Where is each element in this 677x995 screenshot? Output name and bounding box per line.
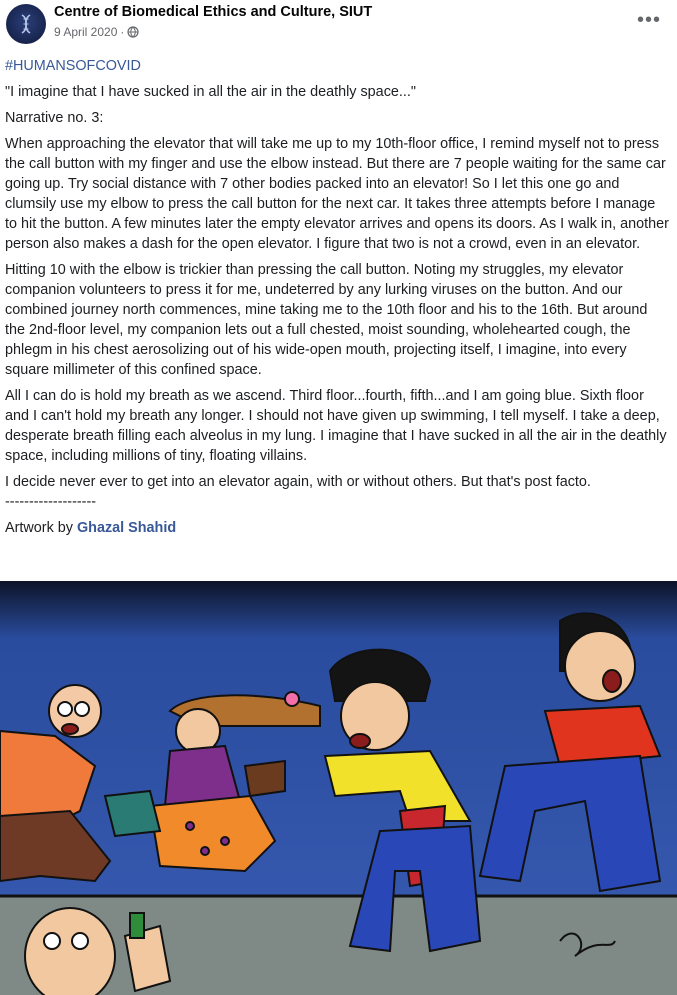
narrative-label: Narrative no. 3: — [5, 110, 104, 126]
hashtag-link[interactable]: #HUMANSOFCOVID — [5, 58, 141, 74]
post-meta — [54, 25, 139, 39]
dna-logo-icon — [14, 12, 38, 36]
post-quote: "I imagine that I have sucked in all the air in the deathly space..." — [5, 84, 416, 100]
page-avatar[interactable] — [6, 4, 46, 44]
artwork-credit — [5, 518, 669, 538]
paragraph-2: Hitting 10 with the elbow is trickier than pressing the call button. Noting my struggles, my elevator companion volunteers to press it for me, undeterred by any lurking viruses on the button. And our combined journey north commences, mine taking me to the 10th floor and his to the 16th. But around the 2nd-floor level, my companion lets out a full chested, moist sounding, wholehearted cough, the phlegm in his chest aerosolizing out of his wide-open mouth, projecting itself, I imagine, into every square millimeter of this confined space. — [5, 262, 648, 378]
artwork-credit-prefix: Artwork by — [5, 520, 73, 536]
globe-icon[interactable] — [127, 26, 139, 38]
page-name-link[interactable]: Centre of Biomedical Ethics and Culture, SIUT — [54, 4, 373, 20]
paragraph-1: When approaching the elevator that will take me up to my 10th-floor office, I remind myself not to press the call button with my finger and use the elbow instead. But there are 7 people waiting for the same car going up. Try social distance with 7 other bodies packed into an elevator! So I let this one go and clumsily use my elbow to press the call button for the next car. It takes three attempts before I manage to hit the button. A few minutes later the empty elevator arrives and opens its doors. As I walk in, another person also makes a dash for the open elevator. I figure that two is not a crowd, even in an elevator. — [5, 136, 669, 252]
more-options-icon[interactable]: ••• — [636, 9, 661, 31]
post-body — [0, 56, 677, 538]
post-date[interactable]: 9 April 2020 — [54, 25, 118, 39]
paragraph-3: All I can do is hold my breath as we ascend. Third floor...fourth, fifth...and I am going blue. Sixth floor and I can't hold my breath any longer. I should not have given up swimming, I tell myself. I take a deep, desperate breath filling each alveolus in my lung. I imagine that I have sucked in all the air in the deathly space, including millions of tiny, floating villains. — [5, 388, 667, 464]
meta-separator: · — [120, 25, 125, 39]
post-header — [0, 0, 677, 56]
dashes-divider: ------------------- — [5, 494, 97, 510]
cartoon-artwork-image[interactable] — [0, 581, 677, 995]
paragraph-4: I decide never ever to get into an elevator again, with or without others. But that's post facto. — [5, 474, 591, 490]
artist-name-link[interactable]: Ghazal Shahid — [76, 520, 177, 536]
